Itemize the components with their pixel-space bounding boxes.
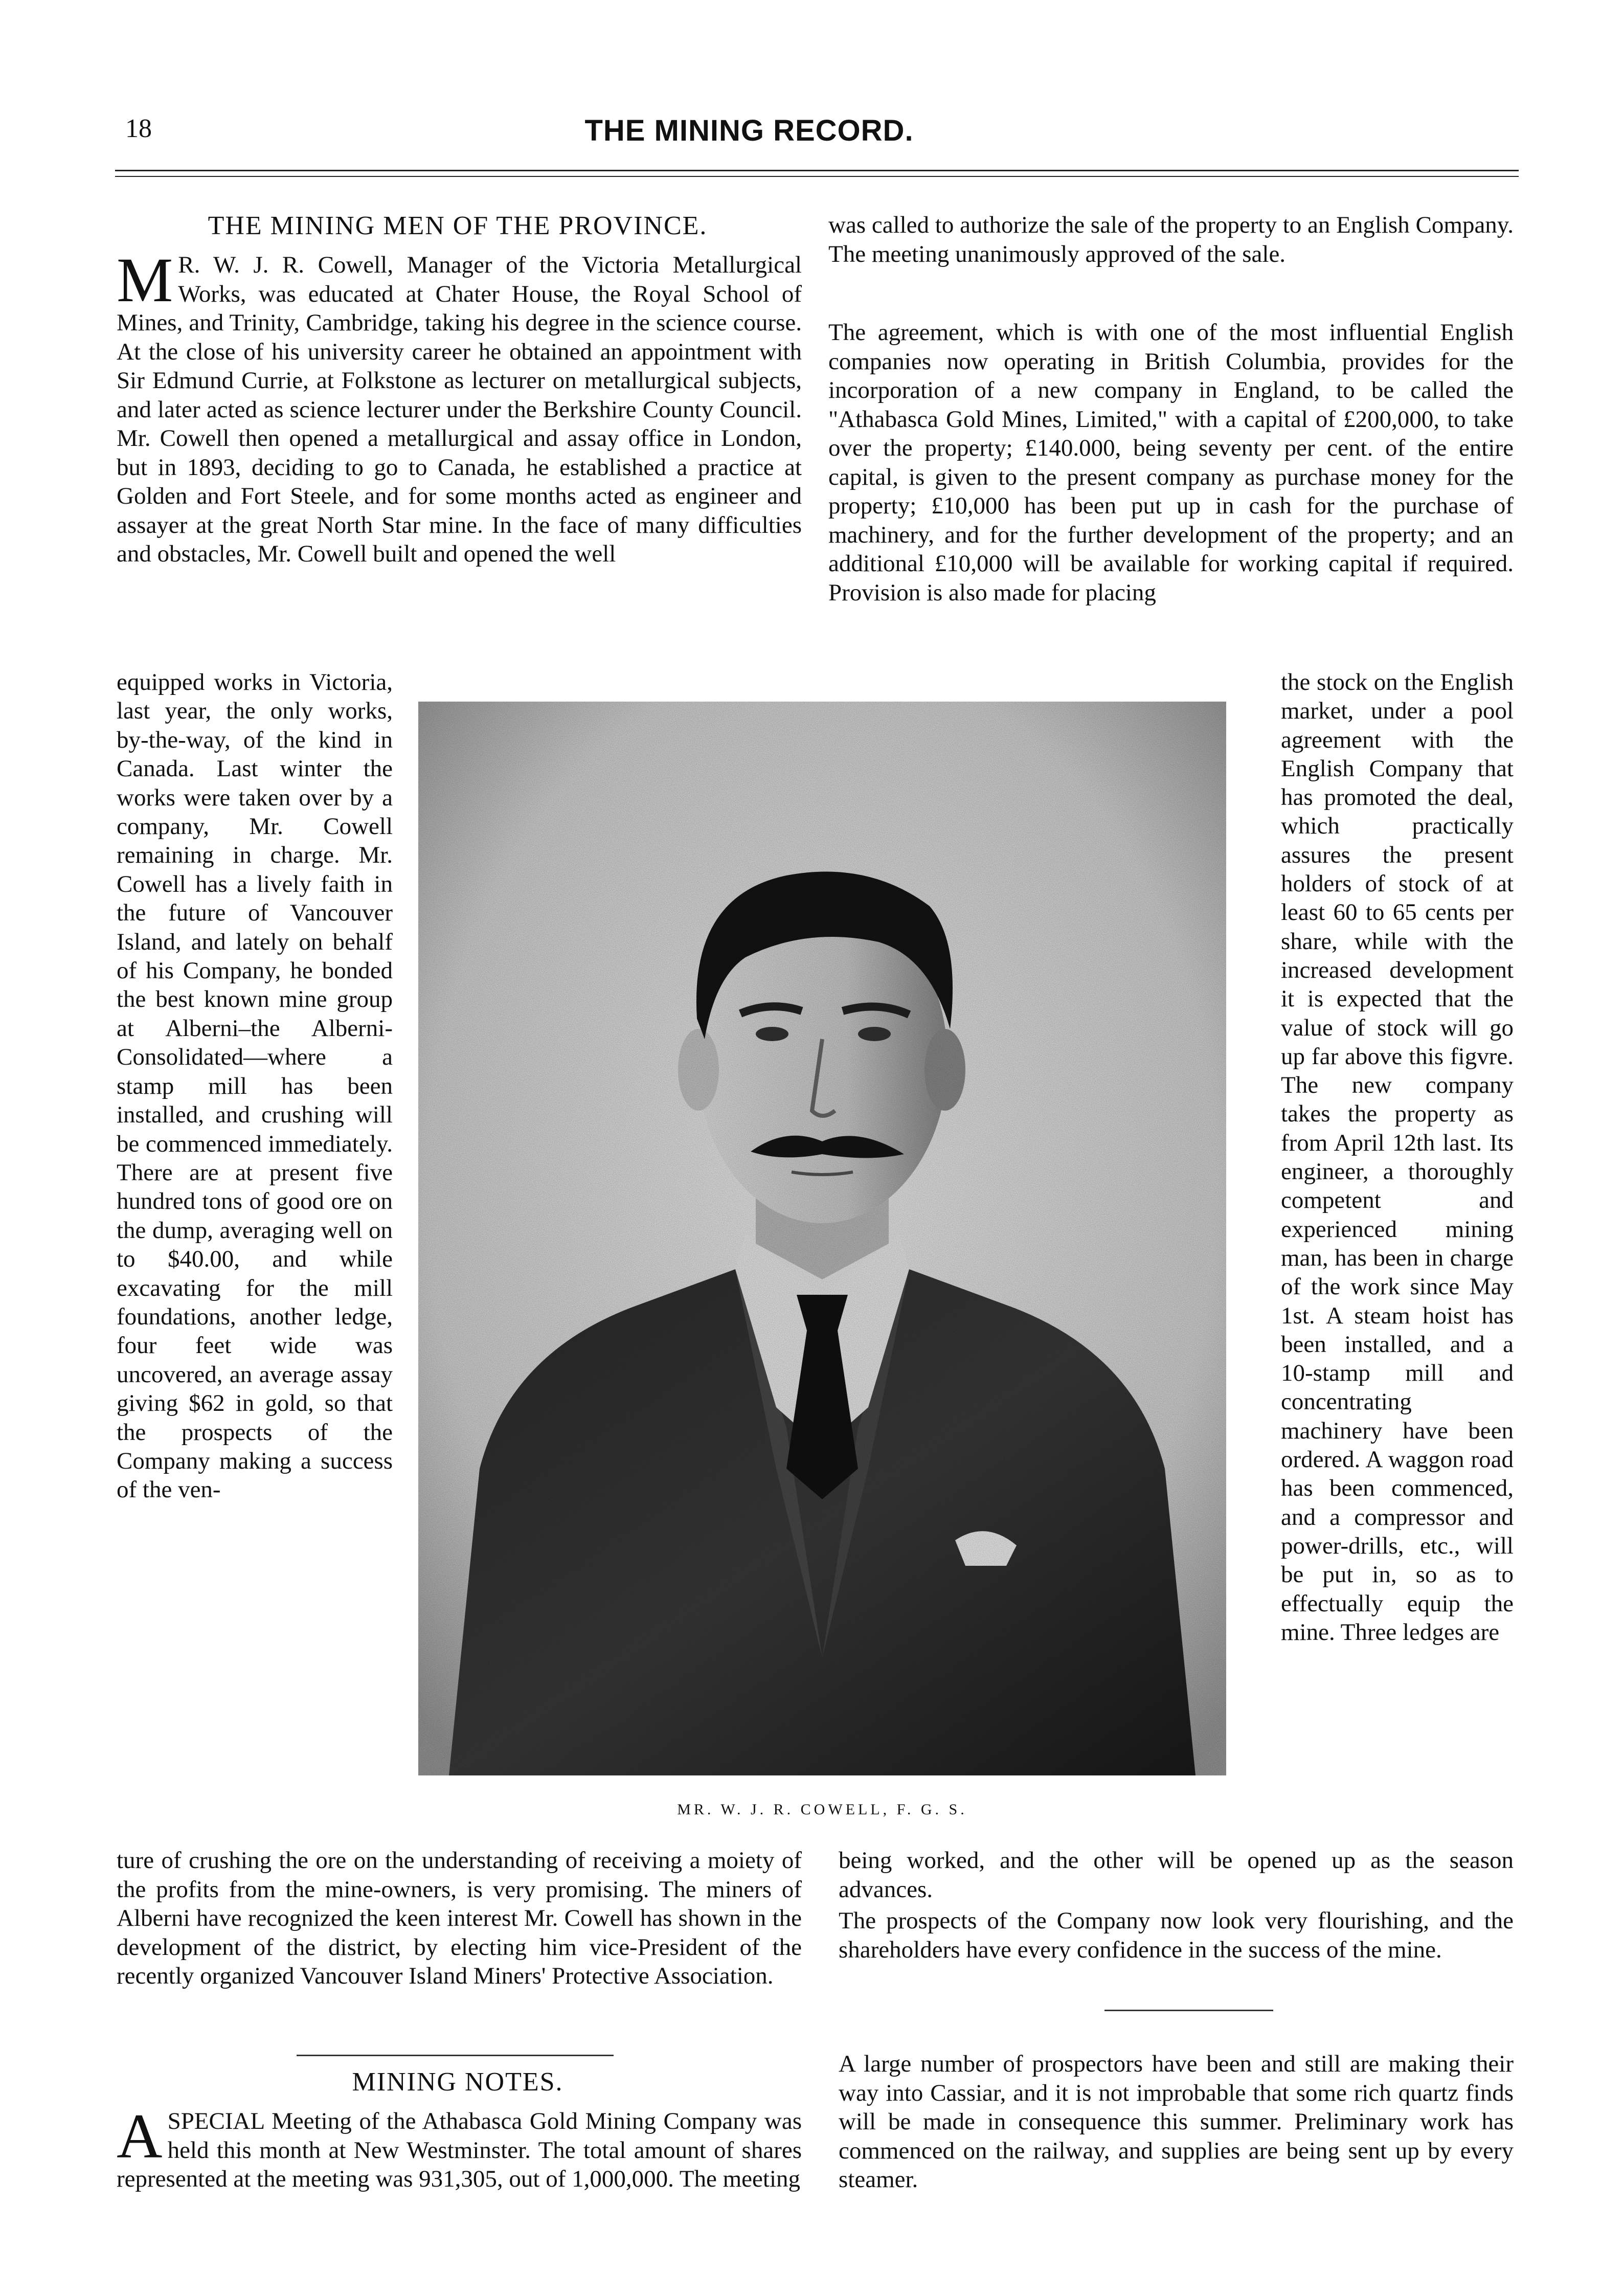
article-paragraph-cowell-side: equipped works in Victoria, last year, the only works, by-the-way, of the kind in Canada. Last winter the works were taken over by a company, Mr. Cowell remaining in charge. Mr. Cowell has a lively faith in the future of Vancouver Island, and lately on behalf of his Company, he bonded the best known mine group at Alberni–the Alberni-Consolidated—where a stamp mill has been installed, and crushing will be commenced immediately. There are at present five hundred tons of good ore on the dump, averaging well on to $40.00, and while excavating for the mill foundations, another ledge, four feet wide was uncovered, an average assay giving $62 in gold, so that the prospects of the Company making a success of the ven- bbox=[117, 669, 393, 1503]
paragraph-text: R. W. J. R. Cowell, Manager of the Victoria Metallurgical Works, was educated at Chater House, the Royal School of Mines, and Trinity, Cambridge, taking his degree in the science course. At the close of his university career he obtained an appointment with Sir Edmund Currie, at Folkstone as lecturer on metallurgical subjects, and later acted as science lecturer under the Berkshire County Council. Mr. Cowell then opened a metallurgical and assay office in London, but in 1893, deciding to go to Canada, he established a practice at Golden and Fort Steele, and for some months acted as engineer and assayer at the great North Star mine. In the face of many difficulties and obstacles, Mr. Cowell built and opened the well bbox=[117, 252, 802, 567]
article-paragraph-cassiar: A large number of prospectors have been and still are making their way into Cassiar, and it is not improbable that some rich quartz finds will be made in consequence this summer. Preliminary work has commenced on the railway, and supplies are being sent up by every steamer. bbox=[839, 2051, 1514, 2193]
portrait-photo bbox=[418, 702, 1226, 1775]
section-divider bbox=[297, 2055, 614, 2056]
article-paragraph-cowell-closing: ture of crushing the ore on the understanding of receiving a moiety of the profits from the mine-owners, is very promising. The miners of Alberni have recognized the keen interest Mr. Cowell has shown in the development of the district, by electing him vice-President of the recently organized Vancouver Island Miners' Protective Association. bbox=[117, 1847, 802, 1989]
drop-cap: A bbox=[117, 2101, 163, 2171]
article-paragraph-prospects: The prospects of the Company now look very flourishing, and the shareholders have every confidence in the success of the mine. bbox=[839, 1907, 1514, 1963]
article-heading-mining-men: THE MINING MEN OF THE PROVINCE. bbox=[208, 211, 708, 240]
article-paragraph-agreement-closing: being worked, and the other will be opened up as the season advances. bbox=[839, 1847, 1514, 1903]
article-paragraph-sale: was called to authorize the sale of the property to an English Company. The meeting unanimously approved of the sale. bbox=[828, 212, 1514, 267]
header-rule-secondary bbox=[115, 176, 1519, 177]
page-number: 18 bbox=[125, 114, 152, 143]
drop-cap: M bbox=[117, 245, 173, 315]
header-rule bbox=[115, 170, 1519, 171]
portrait-figure bbox=[418, 702, 1226, 1775]
paragraph-text: SPECIAL Meeting of the Athabasca Gold Mining Company was held this month at New Westminster. The total amount of shares represented at the meeting was 931,305, out of 1,000,000. The meeting bbox=[117, 2108, 802, 2192]
article-paragraph-agreement: The agreement, which is with one of the most influential English companies now operating in British Columbia, provides for the incorporation of a new company in England, to be called the "Athabasca Gold Mines, Limited," with a capital of £200,000, to take over the property; £140.000, being seventy per cent. of the entire capital, is given to the present company as purchase money for the property; £10,000 has been put up in cash for the purchase of machinery, and for the further development of the property; and an additional £10,000 will be available for working capital if required. Provision is also made for placing bbox=[828, 319, 1514, 606]
article-paragraph-cowell-intro bbox=[117, 245, 802, 569]
article-paragraph-special-meeting bbox=[117, 2101, 802, 2194]
article-paragraph-agreement-side: the stock on the English market, under a pool agreement with the English Company that has promoted the deal, which practically assures the present holders of stock of at least 60 to 65 cents per share, while with the increased development it is expected that the value of stock will go up far above this figvre. The new company takes the property as from April 12th last. Its engineer, a thoroughly competent and experienced mining man, has been in charge of the work since May 1st. A steam hoist has been installed, and a 10-stamp mill and concentrating machinery have been ordered. A waggon road has been commenced, and a compressor and power-drills, etc., will be put in, so as to effectually equip the mine. Three ledges are bbox=[1281, 669, 1514, 1646]
journal-title: THE MINING RECORD. bbox=[584, 114, 914, 147]
portrait-caption: MR. W. J. R. COWELL, F. G. S. bbox=[677, 1801, 967, 1818]
section-divider bbox=[1104, 2010, 1273, 2011]
article-heading-mining-notes: MINING NOTES. bbox=[352, 2067, 563, 2097]
